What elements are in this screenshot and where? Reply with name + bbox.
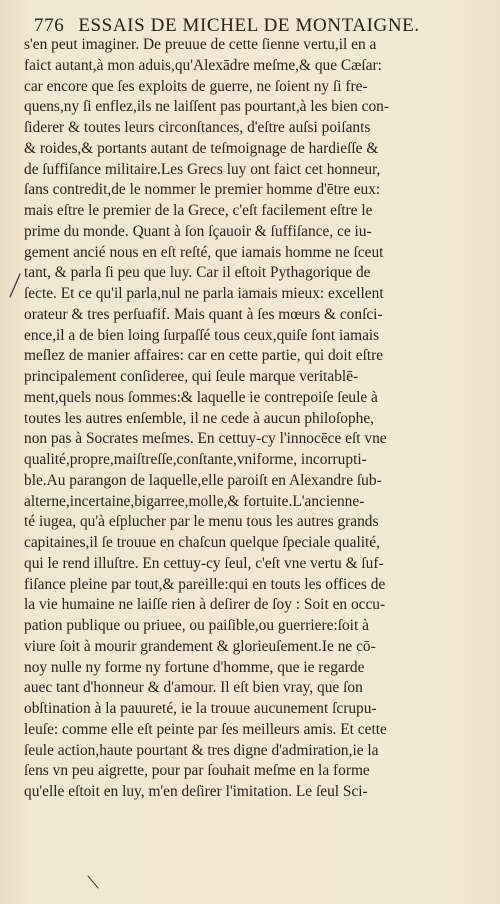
running-title: ESSAIS DE MICHEL DE MONTAIGNE. [78,15,420,36]
text-line: té iugea, qu'à eſplucher par le menu tous les autres grands [24,513,379,531]
text-line: ſens vn peu aigrette, pour par ſouhait meſme en la forme [24,762,370,780]
text-line: qualité,propre,maiſtreſſe,conſtante,vniforme, incorrupti- [24,451,367,468]
text-line: ſiderer & toutes leurs circonſtances, d'eſtre auſsi poiſants [24,119,371,136]
text-line: leuſe: comme elle eſt peinte par ſes meilleurs amis. Et cette [24,720,387,738]
bottom-pen-mark [86,874,100,890]
text-line: auec tant d'honneur & d'amour. Il eſt bien vray, que ſon [24,679,363,697]
text-line: non pas à Socrates meſmes. En cettuy-cy l'innocēce eſt vne [24,430,387,448]
text-line: ence,il a de bien loing ſurpaſſé tous ceux,quiſe ſont iamais [24,326,380,344]
text-line: ſeule action,haute pourtant & tres digne d'admiration,ie la [24,741,379,759]
text-line: car encore que ſes exploits de guerre, ne ſoient ny ſi fre- [24,77,368,95]
text-line: ment,quels nous ſommes:& laquelle ie contrepoiſe ſeule à [24,388,378,406]
text-line: pation publique ou priuee, ou paiſible,ou guerriere:ſoit à [24,617,369,634]
text-line: gement ancié nous en eſt reſté, que iamais homme ne ſceut [24,243,384,261]
margin-pen-stroke [4,270,24,300]
text-line: de ſuffiſance militaire.Les Grecs luy ont faict cet honneur, [24,160,381,178]
text-line: meſlez de manier affaires: car en cette partie, qui doit eſtre [24,347,384,365]
text-line: ſans contredit,de le nommer le premier homme d'ētre eux: [24,181,381,199]
text-line: tant, & parla ſi peu que luy. Car il eſtoit Pythagorique de [24,264,371,282]
text-line: alterne,incertaine,bigarree,molle,& fortuite.L'ancienne- [24,492,365,510]
text-line: orateur & tres perſuafif. Mais quant à ſes mœurs & conſci- [24,305,383,323]
text-line: & roides,& portants autant de teſmoignage de hardieſſe & [24,139,379,157]
text-line: s'en peut imaginer. De preuue de cette ſienne vertu,il en a [24,36,377,53]
page-number: 776 [34,15,65,36]
text-line: faict autant,à mon aduis,qu'Alexādre meſme,& que Cæſar: [24,56,382,74]
text-line: ſecte. Et ce qu'il parla,nul ne parla iamais mieux: excellent [24,285,384,302]
text-line: capitaines,il ſe trouue en chaſcun quelque ſpeciale qualité, [24,534,380,551]
text-line: ble.Au parangon de laquelle,elle paroiſt en Alexandre ſub- [24,471,382,489]
text-line: fiſance pleine par tout,& pareille:qui en touts les offices de [24,575,386,593]
text-line: toutes les autres enſemble, il ne cede à aucun philoſophe, [24,409,375,427]
text-line: qu'elle eſtoit en luy, m'en deſirer l'imitation. Le ſeul Sci- [24,783,368,800]
text-line: noy nulle ny forme ny fortune d'homme, que ie regarde [24,658,365,676]
text-line: qui le rend illuſtre. En cettuy-cy ſeul, c'eſt vne vertu & ſuf- [24,554,384,572]
text-line: viure ſoit à mourir grandement & glorieuſement.Ie ne cō- [24,637,376,655]
text-line: principalement conſideree, qui ſeule marque veritablē- [24,368,359,385]
text-line: mais eſtre le premier de la Grece, c'eſt facilement eſtre le [24,202,373,219]
body-text [24,35,494,803]
text-line: obſtination à la pauureté, ie la trouue aucunement ſcrupu- [24,700,377,717]
text-line: prime du monde. Quant à ſon ſçauoir & ſuffiſance, ce iu- [24,222,372,240]
text-line: quens,ny ſi enflez,ils ne laiſſent pas pourtant,à les bien con- [24,98,389,116]
text-line: la vie humaine ne laiſſe rien à deſirer de ſoy : Soit en occu- [24,596,386,614]
